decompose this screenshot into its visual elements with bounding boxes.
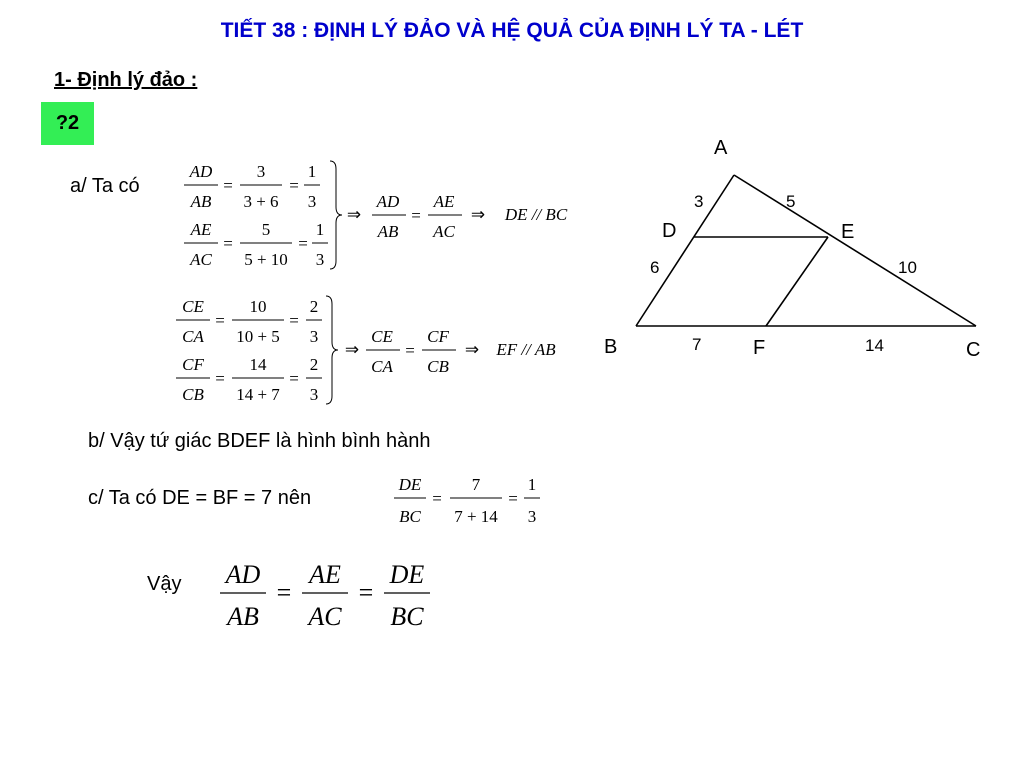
- frac-num: AD: [376, 192, 400, 211]
- point-label-a: A: [714, 137, 728, 159]
- length-ec: 10: [898, 258, 917, 277]
- frac-den: AB: [377, 222, 399, 241]
- frac-den: 3: [309, 327, 319, 346]
- svg-text:=: =: [289, 176, 299, 195]
- point-label-c: C: [966, 339, 981, 361]
- svg-text:=: =: [223, 176, 233, 195]
- svg-text:=: =: [223, 234, 233, 253]
- summary-equation: [210, 555, 450, 635]
- frac-den: CA: [182, 327, 204, 346]
- length-ae: 5: [786, 192, 796, 211]
- part-c-label: c/ Ta có DE = BF = 7 nên: [88, 487, 312, 509]
- frac-den: 3: [309, 385, 319, 404]
- frac-num: 2: [309, 355, 319, 374]
- side-ab: [636, 175, 734, 326]
- conclusion-result: EF // AB: [496, 340, 556, 359]
- svg-text:⇒: ⇒: [470, 205, 486, 224]
- frac-num: 1: [307, 162, 317, 181]
- segment-ef: [766, 237, 828, 326]
- frac-num: 14: [249, 355, 267, 374]
- frac-den: 10 + 5: [236, 327, 280, 346]
- frac-num: 10: [249, 297, 267, 316]
- point-label-e: E: [841, 221, 855, 243]
- point-label-d: D: [662, 220, 677, 242]
- frac-den: BC: [399, 507, 421, 526]
- svg-text:=: =: [289, 311, 299, 330]
- frac-num: 1: [527, 475, 537, 494]
- frac-den: AB: [227, 602, 259, 631]
- svg-text:=: =: [405, 341, 415, 360]
- frac-num: CE: [371, 327, 393, 346]
- section-heading: 1- Định lý đảo :: [54, 69, 198, 91]
- frac-num: DE: [398, 475, 422, 494]
- frac-num: 7: [471, 475, 481, 494]
- frac-num: CE: [182, 297, 204, 316]
- frac-den: 3: [315, 250, 325, 269]
- triangle-diagram: [600, 130, 1000, 370]
- frac-den: CB: [182, 385, 204, 404]
- frac-num: 2: [309, 297, 319, 316]
- length-bf: 7: [692, 335, 702, 354]
- part-a-block2: [170, 290, 590, 410]
- frac-num: DE: [389, 560, 425, 589]
- frac-num: CF: [182, 355, 204, 374]
- frac-num: AE: [190, 220, 212, 239]
- frac-den: AB: [190, 192, 212, 211]
- frac-den: 5 + 10: [244, 250, 288, 269]
- svg-text:⇒: ⇒: [346, 205, 362, 224]
- frac-den: AC: [433, 222, 455, 241]
- svg-text:=: =: [358, 578, 374, 607]
- question-badge: ?2: [41, 102, 94, 145]
- svg-text:=: =: [289, 369, 299, 388]
- part-c-fraction: [390, 470, 550, 530]
- conclusion-result: DE // BC: [504, 205, 568, 224]
- frac-num: AD: [225, 560, 261, 589]
- svg-text:⇒: ⇒: [344, 340, 360, 359]
- length-ad: 3: [694, 192, 704, 211]
- frac-den: 14 + 7: [236, 385, 280, 404]
- page-title: TIẾT 38 : ĐỊNH LÝ ĐẢO VÀ HỆ QUẢ CỦA ĐỊNH LÝ TA - LÉT: [220, 19, 804, 42]
- part-a-block1: [170, 155, 590, 275]
- frac-num: AE: [309, 560, 341, 589]
- side-ac: [734, 175, 976, 326]
- length-db: 6: [650, 258, 660, 277]
- frac-num: AE: [433, 192, 455, 211]
- svg-text:=: =: [276, 578, 292, 607]
- svg-text:⇒: ⇒: [464, 340, 480, 359]
- svg-text:=: =: [298, 234, 308, 253]
- frac-den: AC: [190, 250, 212, 269]
- frac-den: 3: [527, 507, 537, 526]
- frac-num: CF: [427, 327, 449, 346]
- svg-text:=: =: [215, 369, 225, 388]
- point-label-b: B: [604, 336, 618, 358]
- part-a-label: a/ Ta có: [70, 175, 140, 197]
- frac-num: 3: [256, 162, 266, 181]
- frac-num: 5: [261, 220, 271, 239]
- svg-text:=: =: [411, 206, 421, 225]
- frac-num: AD: [189, 162, 213, 181]
- svg-text:=: =: [432, 489, 442, 508]
- frac-den: 3: [307, 192, 317, 211]
- part-b-label: b/ Vậy tứ giác BDEF là hình bình hành: [88, 430, 431, 452]
- frac-den: BC: [390, 602, 424, 631]
- frac-den: 3 + 6: [243, 192, 279, 211]
- svg-text:=: =: [508, 489, 518, 508]
- summary-label: Vậy: [147, 573, 182, 595]
- frac-num: 1: [315, 220, 325, 239]
- frac-den: AC: [308, 602, 342, 631]
- frac-den: CA: [371, 357, 393, 376]
- frac-den: CB: [427, 357, 449, 376]
- svg-text:=: =: [215, 311, 225, 330]
- length-fc: 14: [865, 336, 884, 355]
- frac-den: 7 + 14: [454, 507, 498, 526]
- point-label-f: F: [753, 337, 766, 359]
